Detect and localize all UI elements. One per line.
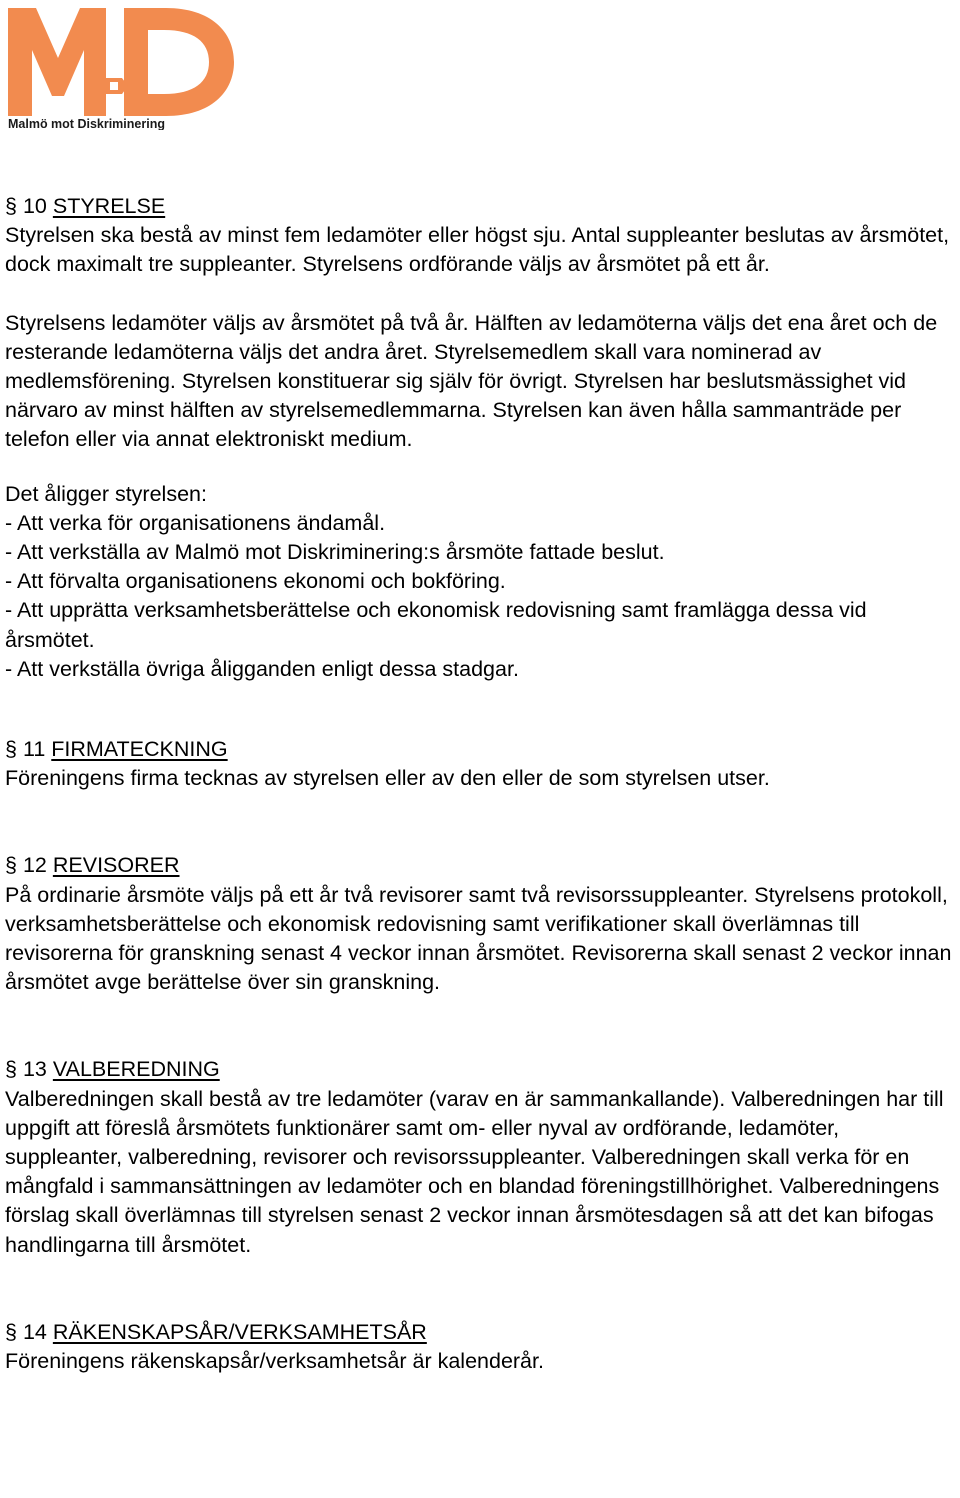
- logo-wordmark: Malmö mot Diskriminering: [8, 117, 165, 130]
- section-title: RÄKENSKAPSÅR/VERKSAMHETSÅR: [52, 1319, 427, 1344]
- section-11-heading: [5, 735, 955, 764]
- section-13-heading: [5, 1055, 955, 1084]
- section-13-text: Valberedningen skall bestå av tre ledamöter (varav en är sammankallande). Valberedningen har till uppgift att föreslå årsmötets funktionärer samt om- eller nyval av ordförande, ledamöter, suppleanter, valberedning, revisorer och revisorssuppleanter. Valberedningen skall verka för en mångfald i sammansättningen av ledamöter och en blandad föreningstillhörighet. Valberedningens förslag skall överlämnas till styrelsen senast 2 veckor innan årsmötesdagen så att det kan bifogas handlingarna till årsmötet.: [5, 1086, 944, 1257]
- section-title: VALBEREDNING: [52, 1057, 220, 1082]
- paragraph-symbol: §: [5, 194, 17, 218]
- section-number: 14: [22, 1319, 47, 1344]
- section-11-text: Föreningens firma tecknas av styrelsen eller av den eller de som styrelsen utser.: [5, 766, 770, 791]
- paragraph-symbol: §: [5, 1319, 17, 1344]
- duties-intro: Det åligger styrelsen:: [5, 481, 207, 506]
- duty-item: - Att verkställa av Malmö mot Diskriminering:s årsmöte fattade beslut.: [5, 540, 665, 565]
- section-14-text: Föreningens räkenskapsår/verksamhetsår är kalenderår.: [5, 1349, 544, 1374]
- section-12-text: På ordinarie årsmöte väljs på ett år två revisorer samt två revisorssuppleanter. Styrelsens protokoll, verksamhetsberättelse och ekonomisk redovisning samt verifikationer skall överlämnas till revisorerna för granskning senast 4 veckor innan årsmötet. Revisorerna skall senast 2 veckor innan årsmötet avge berättelse över sin granskning.: [5, 882, 952, 995]
- paragraph-symbol: §: [5, 1057, 17, 1082]
- section-number: 10: [22, 194, 47, 218]
- section-14-heading: [5, 1318, 955, 1347]
- section-title: STYRELSE: [52, 194, 166, 218]
- section-title: FIRMATECKNING: [51, 737, 228, 762]
- paragraph-symbol: §: [5, 737, 17, 762]
- section-number: 11: [22, 737, 46, 762]
- paragraph-symbol: §: [5, 853, 17, 878]
- section-10-text-1: Styrelsen ska bestå av minst fem ledamöter eller högst sju. Antal suppleanter beslutas av årsmötet, dock maximalt tre suppleanter. Styrelsens ordförande väljs av årsmötet på ett år.: [5, 223, 950, 277]
- section-number: 13: [22, 1057, 47, 1082]
- logo-mark: [6, 4, 236, 130]
- section-10-text-2: Styrelsens ledamöter väljs av årsmötet på två år. Hälften av ledamöterna väljs det ena året och de resterande ledamöterna väljs det andra året. Styrelsemedlem skall vara nominerad av medlemsförening. Styrelsen konstituerar sig själv för övrigt. Styrelsen har beslutsmässighet vid närvaro av minst hälften av styrelsemedlemmarna. Styrelsen kan även hålla sammanträde per telefon eller via annat elektroniskt medium.: [5, 310, 938, 452]
- bylaws-document: [5, 192, 955, 1376]
- duty-item: - Att upprätta verksamhetsberättelse och ekonomisk redovisning samt framlägga dessa vid årsmötet.: [5, 598, 867, 652]
- duty-item: - Att verkställa övriga åligganden enligt dessa stadgar.: [5, 656, 519, 681]
- section-title: REVISORER: [52, 853, 180, 878]
- duty-item: - Att verka för organisationens ändamål.: [5, 510, 386, 535]
- duty-item: - Att förvalta organisationens ekonomi och bokföring.: [5, 569, 506, 594]
- mmd-logo: [6, 4, 236, 130]
- section-10-heading: [5, 192, 955, 221]
- section-number: 12: [22, 853, 47, 878]
- section-12-heading: [5, 851, 955, 880]
